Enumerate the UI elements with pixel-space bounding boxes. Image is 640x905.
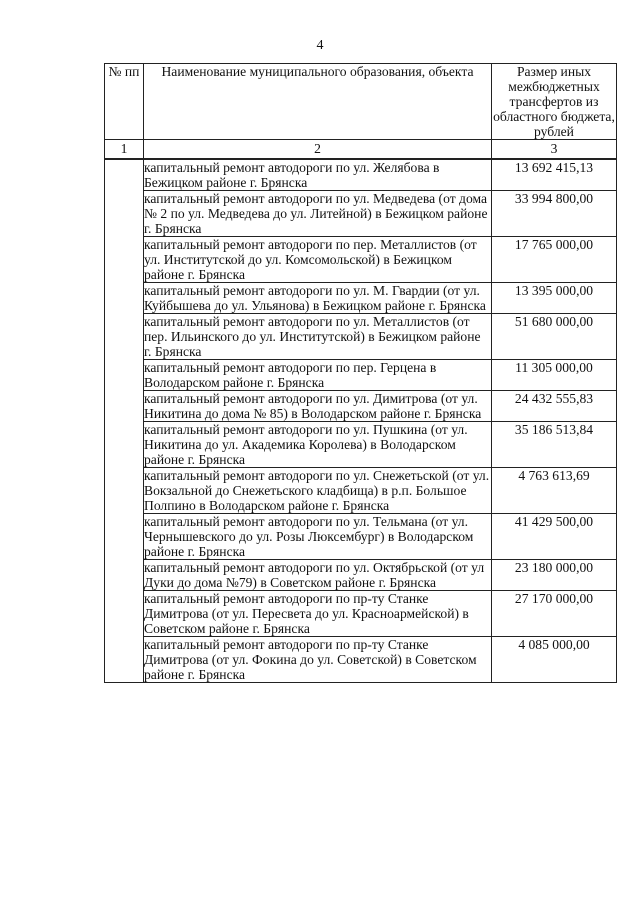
object-name: капитальный ремонт автодороги по ул. Желябова в Бежицком районе г. Брянска — [144, 159, 492, 191]
object-name: капитальный ремонт автодороги по ул. Снежетьской (от ул. Вокзальной до Снежетьского кладбища) в р.п. Большое Полпино в Володарском районе г. Брянска — [144, 468, 492, 514]
table-row — [105, 560, 617, 591]
table-row — [105, 591, 617, 637]
transfer-amount: 4 085 000,00 — [492, 637, 617, 683]
num-cell — [105, 159, 144, 683]
transfer-amount: 23 180 000,00 — [492, 560, 617, 591]
object-name: капитальный ремонт автодороги по ул. Тельмана (от ул. Чернышевского до ул. Розы Люксембург) в Володарском районе г. Брянска — [144, 514, 492, 560]
table-row — [105, 422, 617, 468]
object-name: капитальный ремонт автодороги по пер. Герцена в Володарском районе г. Брянска — [144, 360, 492, 391]
transfers-table — [104, 63, 617, 683]
object-name: капитальный ремонт автодороги по ул. Медведева (от дома № 2 по ул. Медведева до ул. Литейной) в Бежицком районе г. Брянска — [144, 191, 492, 237]
object-name: капитальный ремонт автодороги по ул. М. Гвардии (от ул. Куйбышева до ул. Ульянова) в Бежицком районе г. Брянска — [144, 283, 492, 314]
transfer-amount: 13 692 415,13 — [492, 159, 617, 191]
header-name: Наименование муниципального образования, объекта — [144, 64, 492, 140]
table-row — [105, 314, 617, 360]
table-row — [105, 514, 617, 560]
transfer-amount: 17 765 000,00 — [492, 237, 617, 283]
header-num: № пп — [105, 64, 144, 140]
object-name: капитальный ремонт автодороги по ул. Металлистов (от пер. Ильинского до ул. Институтской) в Бежицком районе г. Брянска — [144, 314, 492, 360]
object-name: капитальный ремонт автодороги по ул. Пушкина (от ул. Никитина до ул. Академика Королева) в Володарском районе г. Брянска — [144, 422, 492, 468]
object-name: капитальный ремонт автодороги по пр-ту Станке Димитрова (от ул. Пересвета до ул. Красноармейской) в Советском районе г. Брянска — [144, 591, 492, 637]
object-name: капитальный ремонт автодороги по ул. Октябрьской (от ул Дуки до дома №79) в Советском районе г. Брянска — [144, 560, 492, 591]
table-row — [105, 360, 617, 391]
object-name: капитальный ремонт автодороги по пр-ту Станке Димитрова (от ул. Фокина до ул. Советской) в Советском районе г. Брянска — [144, 637, 492, 683]
column-number-2: 2 — [144, 140, 492, 160]
transfer-amount: 41 429 500,00 — [492, 514, 617, 560]
transfer-amount: 11 305 000,00 — [492, 360, 617, 391]
table-row — [105, 391, 617, 422]
page-number: 4 — [316, 38, 324, 53]
column-number-1: 1 — [105, 140, 144, 160]
column-numbers-row — [105, 140, 617, 160]
object-name: капитальный ремонт автодороги по ул. Димитрова (от ул. Никитина до дома № 85) в Володарском районе г. Брянска — [144, 391, 492, 422]
transfer-amount: 33 994 800,00 — [492, 191, 617, 237]
transfer-amount: 13 395 000,00 — [492, 283, 617, 314]
table-body — [105, 159, 617, 683]
transfer-amount: 24 432 555,83 — [492, 391, 617, 422]
table-header-row — [105, 64, 617, 140]
header-amount: Размер иных межбюджетных трансфертов из областного бюджета, рублей — [493, 64, 615, 139]
table-row — [105, 637, 617, 683]
table-row — [105, 191, 617, 237]
table-row — [105, 283, 617, 314]
transfer-amount: 27 170 000,00 — [492, 591, 617, 637]
transfer-amount: 35 186 513,84 — [492, 422, 617, 468]
transfer-amount: 4 763 613,69 — [492, 468, 617, 514]
column-number-3: 3 — [492, 140, 617, 160]
table-row — [105, 237, 617, 283]
table-row — [105, 468, 617, 514]
transfer-amount: 51 680 000,00 — [492, 314, 617, 360]
object-name: капитальный ремонт автодороги по пер. Металлистов (от ул. Институтской до ул. Комсомольской) в Бежицком районе г. Брянска — [144, 237, 492, 283]
table-row — [105, 159, 617, 191]
